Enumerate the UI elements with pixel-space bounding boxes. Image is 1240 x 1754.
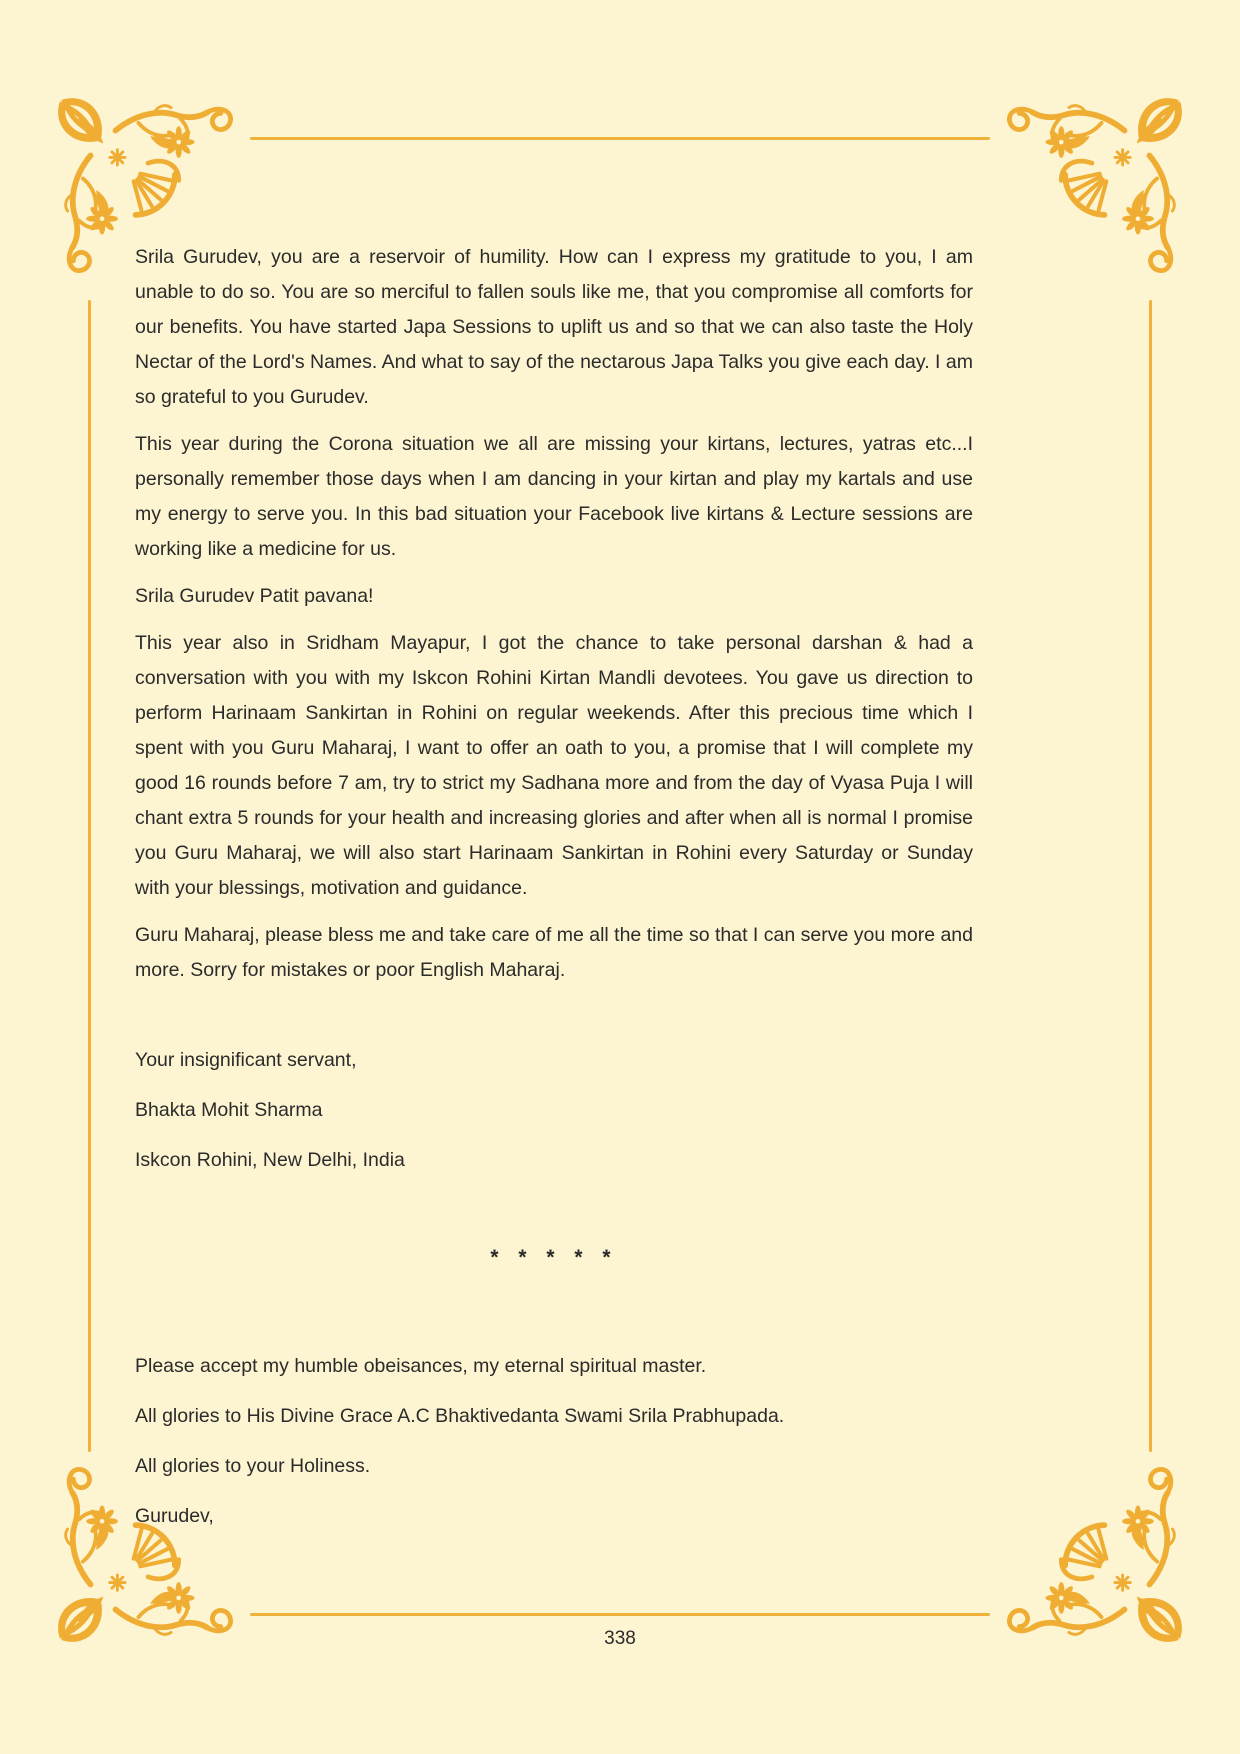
paragraph-blessing-request: Guru Maharaj, please bless me and take care of me all the time so that I can serve you more and more. Sorry for mistakes or poor English Maharaj. <box>135 924 973 981</box>
frame-line-right <box>1149 300 1152 1452</box>
paragraph-patit-pavana: Srila Gurudev Patit pavana! <box>135 585 374 607</box>
signature-location: Iskcon Rohini, New Delhi, India <box>135 1149 405 1171</box>
closing-glories-holiness: All glories to your Holiness. <box>135 1455 371 1477</box>
closing-gurudev: Gurudev, <box>135 1505 214 1527</box>
closing-glories-prabhupada: All glories to His Divine Grace A.C Bhaktivedanta Swami Srila Prabhupada. <box>135 1405 785 1427</box>
floral-corner-bottom-right-icon <box>1000 1460 1182 1642</box>
closing-obeisances: Please accept my humble obeisances, my eternal spiritual master. <box>135 1355 707 1377</box>
signature-servant-line: Your insignificant servant, <box>135 1049 357 1071</box>
signature-name: Bhakta Mohit Sharma <box>135 1099 323 1121</box>
page-number: 338 <box>604 1628 636 1649</box>
letter-body <box>135 0 973 1549</box>
frame-line-bottom <box>250 1613 990 1616</box>
floral-corner-top-right-icon <box>1000 98 1182 280</box>
paragraph-mayapur-oath: This year also in Sridham Mayapur, I got the chance to take personal darshan & had a conversation with you with my Iskcon Rohini Kirtan Mandli devotees. You gave us direction to perform Harinaam Sankirtan in Rohini on regular weekends. After this precious time which I spent with you Guru Maharaj, I want to offer an oath to you, a promise that I will complete my good 16 rounds before 7 am, try to strict my Sadhana more and from the day of Vyasa Puja I will chant extra 5 rounds for your health and increasing glories and after when all is normal I promise you Guru Maharaj, we will also start Harinaam Sankirtan in Rohini every Saturday or Sunday with your blessings, motivation and guidance. <box>135 632 973 899</box>
frame-line-left <box>88 300 91 1452</box>
asterisk-separator: * * * * * <box>490 1246 618 1269</box>
paragraph-corona: This year during the Corona situation we all are missing your kirtans, lectures, yatras etc...I personally remember those days when I am dancing in your kirtan and play my kartals and use my energy to serve you. In this bad situation your Facebook live kirtans & Lecture sessions are working like a medicine for us. <box>135 433 973 560</box>
paragraph-gratitude: Srila Gurudev, you are a reservoir of humility. How can I express my gratitude to you, I am unable to do so. You are so merciful to fallen souls like me, that you compromise all comforts for our benefits. You have started Japa Sessions to uplift us and so that we can also taste the Holy Nectar of the Lord's Names. And what to say of the nectarous Japa Talks you give each day. I am so grateful to you Gurudev. <box>135 246 973 408</box>
